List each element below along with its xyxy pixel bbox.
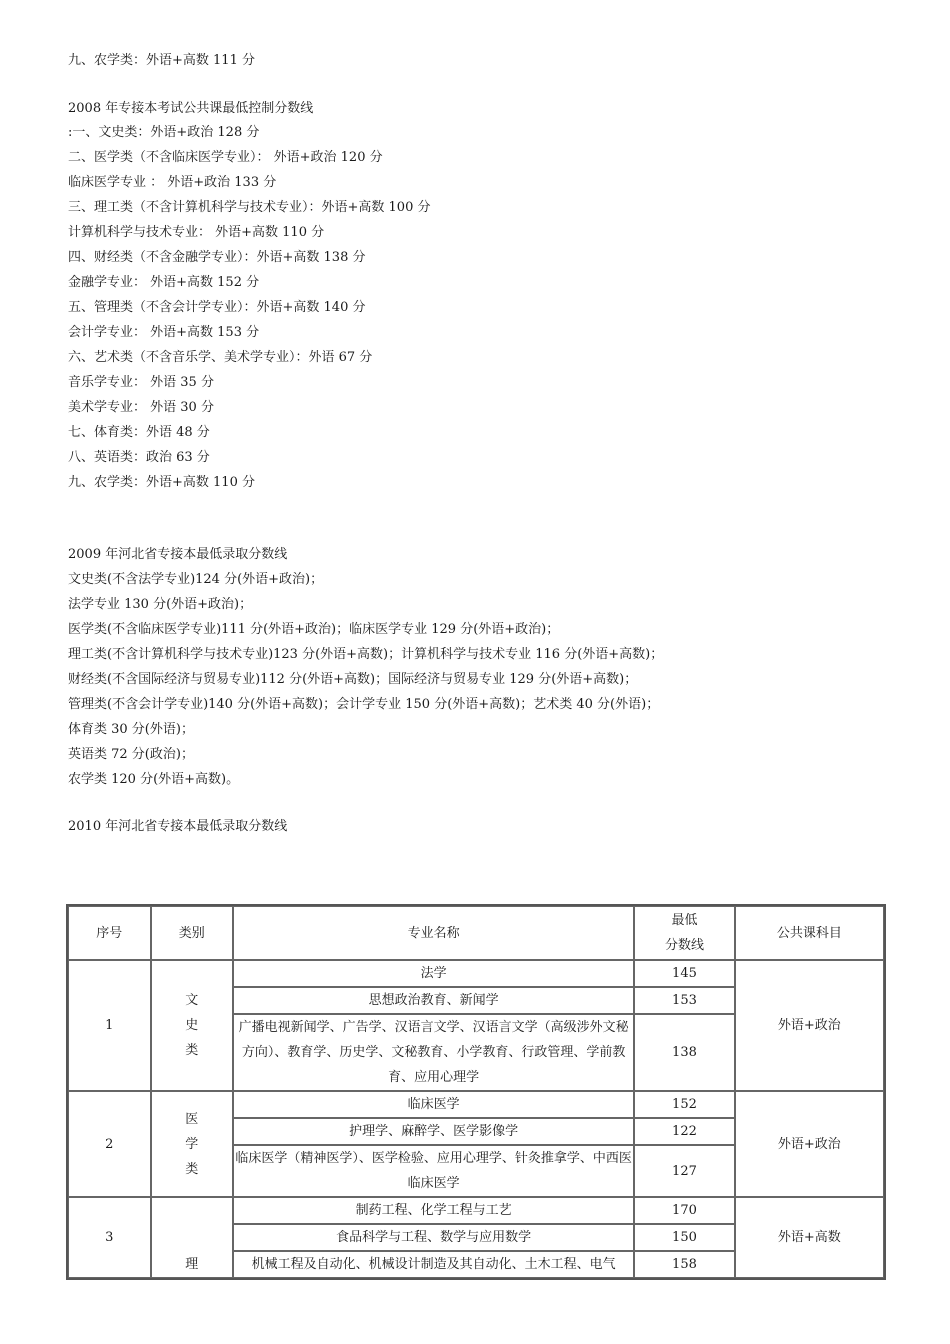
- header-subjects: 公共课科目: [735, 906, 884, 960]
- header-score-line1: 最低: [671, 913, 698, 928]
- section-2008-line: 临床医学专业 ： 外语+政治 133 分: [68, 175, 277, 190]
- section-2008-line: :一、文史类：外语+政治 128 分: [68, 125, 260, 140]
- score-cell: 170: [634, 1197, 734, 1224]
- header-score: [634, 906, 734, 960]
- score-cell: 150: [634, 1224, 734, 1251]
- major-cell: 机械工程及自动化、机械设计制造及其自动化、土木工程、电气: [233, 1251, 634, 1278]
- section-2009-line: 法学专业 130 分(外语+政治)；: [68, 597, 253, 612]
- section-2009-line: 文史类(不含法学专业)124 分(外语+政治)；: [68, 572, 324, 587]
- section-2008-line: 美术学专业： 外语 30 分: [68, 400, 214, 415]
- section-2008-line: 二、医学类（不含临床医学专业）： 外语+政治 120 分: [68, 150, 383, 165]
- section-2009-line: 英语类 72 分(政治)；: [68, 747, 194, 762]
- category-char: 史: [185, 1018, 199, 1033]
- score-cell: 158: [634, 1251, 734, 1278]
- header-major: 专业名称: [233, 906, 634, 960]
- section-2009-line: 管理类(不含会计学专业)140 分(外语+高数)；会计学专业 150 分(外语+高数)；艺术类 40 分(外语)；: [68, 697, 660, 712]
- score-cell: 127: [634, 1145, 734, 1197]
- score-cell: 153: [634, 987, 734, 1014]
- major-cell: 临床医学: [233, 1091, 634, 1118]
- score-cell: 138: [634, 1014, 734, 1091]
- major-cell: 思想政治教育、新闻学: [233, 987, 634, 1014]
- section-2010-title: 2010 年河北省专接本最低录取分数线: [68, 819, 288, 834]
- section-2009-line: 农学类 120 分(外语+高数)。: [68, 772, 240, 787]
- row-no: 1: [68, 960, 151, 1091]
- section-2008-line: 音乐学专业： 外语 35 分: [68, 375, 214, 390]
- category-char: 类: [185, 1043, 199, 1058]
- row-no: 3: [68, 1197, 151, 1278]
- score-cell: 145: [634, 960, 734, 987]
- category-cell: [151, 1197, 234, 1278]
- category-char: 医: [185, 1111, 199, 1127]
- table-row: [68, 960, 884, 987]
- major-cell: 临床医学（精神医学）、医学检验、应用心理学、针灸推拿学、中西医临床医学: [233, 1145, 634, 1197]
- subjects-cell: 外语+政治: [735, 960, 884, 1091]
- section-2008-title: 2008 年专接本考试公共课最低控制分数线: [68, 101, 314, 116]
- subjects-cell: 外语+高数: [735, 1197, 884, 1278]
- section-2009-line: 财经类(不含国际经济与贸易专业)112 分(外语+高数)；国际经济与贸易专业 129 分(外语+高数)；: [68, 672, 638, 687]
- category-char: 类: [185, 1161, 199, 1177]
- score-table: [66, 904, 886, 1280]
- section-2008-line: 四、财经类（不含金融学专业）：外语+高数 138 分: [68, 250, 366, 265]
- major-cell: 广播电视新闻学、广告学、汉语言文学、汉语言文学（高级涉外文秘方向）、教育学、历史学、文秘教育、小学教育、行政管理、学前教育、应用心理学: [233, 1014, 634, 1091]
- category-cell: [151, 960, 234, 1091]
- section-2008-line: 三、理工类（不含计算机科学与技术专业）：外语+高数 100 分: [68, 200, 431, 215]
- section-2009-line: 体育类 30 分(外语)；: [68, 722, 194, 737]
- header-score-line2: 分数线: [664, 938, 704, 953]
- major-cell: 制药工程、化学工程与工艺: [233, 1197, 634, 1224]
- category-char: 学: [185, 1136, 199, 1152]
- header-no: 序号: [68, 906, 151, 960]
- table-header-row: [68, 906, 884, 960]
- section-2008-line: 五、管理类（不含会计学专业）：外语+高数 140 分: [68, 300, 366, 315]
- score-cell: 122: [634, 1118, 734, 1145]
- category-char: 文: [185, 993, 199, 1008]
- score-cell: 152: [634, 1091, 734, 1118]
- major-cell: 护理学、麻醉学、医学影像学: [233, 1118, 634, 1145]
- major-cell: 食品科学与工程、数学与应用数学: [233, 1224, 634, 1251]
- section-2008-line: 会计学专业： 外语+高数 153 分: [68, 325, 260, 340]
- section-2009-title: 2009 年河北省专接本最低录取分数线: [68, 547, 288, 562]
- section-2008-line: 八、英语类：政治 63 分: [68, 450, 210, 465]
- category-char: 理: [185, 1257, 199, 1272]
- subjects-cell: 外语+政治: [735, 1091, 884, 1197]
- table-row: [68, 1197, 884, 1224]
- intro-line: 九、农学类：外语+高数 111 分: [68, 53, 255, 68]
- major-cell: 法学: [233, 960, 634, 987]
- header-category: 类别: [151, 906, 234, 960]
- section-2008-line: 九、农学类：外语+高数 110 分: [68, 475, 255, 490]
- table-row: [68, 1091, 884, 1118]
- section-2008-line: 六、艺术类（不含音乐学、美术学专业）：外语 67 分: [68, 350, 373, 365]
- row-no: 2: [68, 1091, 151, 1197]
- section-2008-line: 计算机科学与技术专业： 外语+高数 110 分: [68, 225, 325, 240]
- section-2009-line: 医学类(不含临床医学专业)111 分(外语+政治)；临床医学专业 129 分(外语+政治)；: [68, 622, 560, 637]
- category-cell: [151, 1091, 234, 1197]
- section-2009-line: 理工类(不含计算机科学与技术专业)123 分(外语+高数)；计算机科学与技术专业 116 分(外语+高数)；: [68, 647, 664, 662]
- section-2008-line: 七、体育类：外语 48 分: [68, 425, 210, 440]
- section-2008-line: 金融学专业： 外语+高数 152 分: [68, 275, 260, 290]
